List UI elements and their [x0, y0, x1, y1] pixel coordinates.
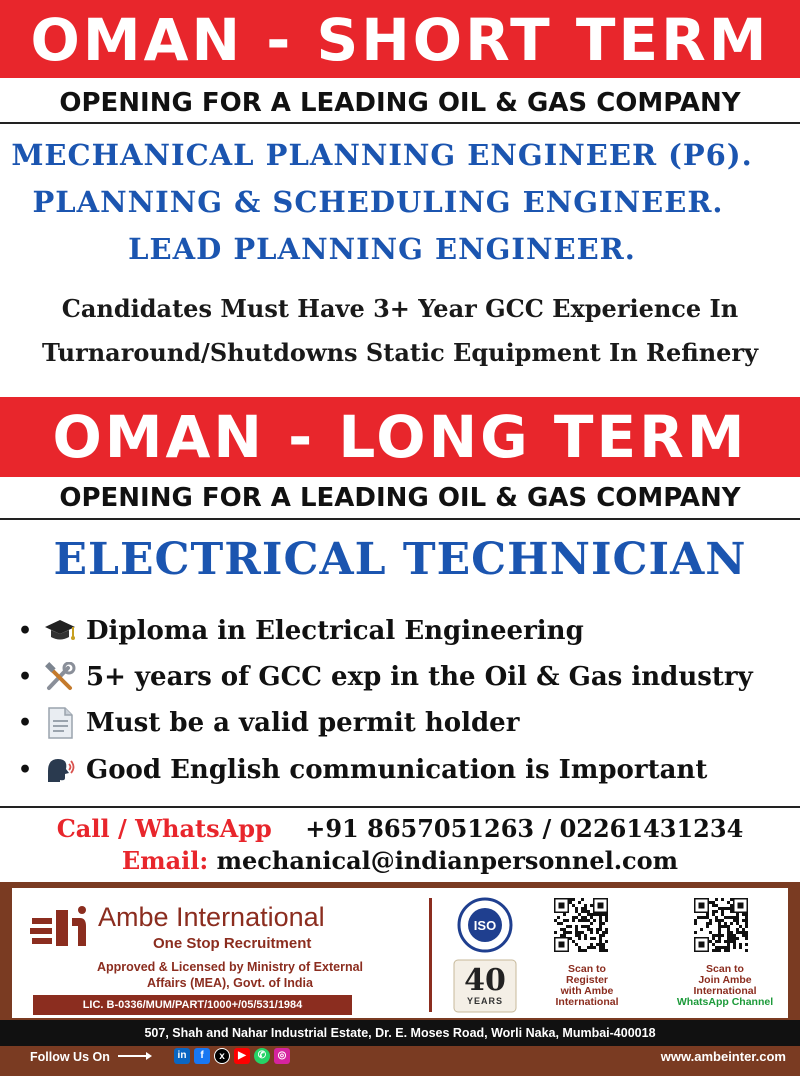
iso-certified-seal [452, 897, 518, 953]
ambe-logo-icon [28, 904, 90, 952]
website-link[interactable]: www.ambeinter.com [660, 1049, 786, 1064]
caption-line: Scan to [568, 963, 606, 975]
email-label: Email: [121, 846, 209, 875]
bullet-item [18, 611, 584, 651]
facebook-icon[interactable]: f [194, 1048, 210, 1064]
bullet-dot: • [18, 710, 33, 736]
footer-divider [429, 898, 432, 1012]
bullet-text: 5+ years of GCC exp in the Oil & Gas industry [86, 662, 753, 692]
iso-text: ISO [473, 918, 497, 933]
short-term-subheading: OPENING FOR A LEADING OIL & GAS COMPANY [0, 82, 800, 124]
caption-line: WhatsApp Channel [676, 996, 774, 1008]
company-tagline: One Stop Recruitment [153, 935, 312, 952]
company-address: 507, Shah and Nahar Industrial Estate, Dr. E. Moses Road, Worli Naka, Mumbai-400018 [0, 1020, 800, 1046]
years-number: 40 [464, 963, 506, 998]
contact-phone-line [0, 814, 800, 843]
bullet-text: Good English communication is Important [86, 755, 708, 785]
tools-icon [40, 660, 80, 694]
email-link[interactable]: mechanical@indianpersonnel.com [216, 846, 679, 875]
bullet-item [18, 703, 519, 743]
bullet-item [18, 750, 707, 790]
arrow-right-icon [118, 1048, 152, 1066]
qr-whatsapp-caption [670, 964, 780, 1008]
divider [0, 806, 800, 808]
bullet-text: Diploma in Electrical Engineering [86, 616, 584, 646]
register-qr-code[interactable] [550, 896, 618, 958]
requirement-line: Turnaround/Shutdowns Static Equipment In Refinery [41, 338, 759, 367]
long-term-banner: OMAN - LONG TERM [0, 397, 800, 477]
bullet-text: Must be a valid permit holder [86, 708, 520, 738]
role-lead-planning-engineer: LEAD PLANNING ENGINEER. [128, 232, 636, 266]
whatsapp-channel-qr-code[interactable] [690, 896, 758, 958]
qr-register-caption [532, 964, 642, 1008]
linkedin-icon[interactable]: in [174, 1048, 190, 1064]
follow-text: Follow Us On [30, 1050, 110, 1064]
years-label: YEARS [466, 996, 503, 1006]
bullet-dot: • [18, 664, 33, 690]
role-planning-scheduling-engineer: PLANNING & SCHEDULING ENGINEER. [32, 185, 724, 219]
document-icon [40, 706, 80, 740]
speaking-head-icon [40, 753, 80, 787]
phone-numbers[interactable]: +91 8657051263 / 02261431234 [305, 814, 744, 843]
bullet-item [18, 657, 753, 697]
caption-line: International [693, 985, 757, 997]
x-icon[interactable]: x [214, 1048, 230, 1064]
role-mechanical-planning-engineer: MECHANICAL PLANNING ENGINEER (P6). [11, 138, 753, 172]
follow-us-label [30, 1048, 152, 1066]
role-electrical-technician: ELECTRICAL TECHNICIAN [53, 534, 747, 585]
whatsapp-icon[interactable]: ✆ [254, 1048, 270, 1064]
caption-line: Join Ambe [698, 974, 752, 986]
approval-text: Approved & Licensed by Ministry of External [96, 960, 364, 974]
short-term-banner: OMAN - SHORT TERM [0, 0, 800, 78]
social-icons [174, 1048, 290, 1064]
contact-email-line [0, 846, 800, 875]
approval-text: Affairs (MEA), Govt. of India [147, 976, 313, 990]
requirement-line: Candidates Must Have 3+ Year GCC Experience In [61, 294, 739, 323]
caption-line: Register [565, 974, 608, 986]
caption-line: Scan to [706, 963, 744, 975]
bullet-dot: • [18, 757, 33, 783]
caption-line: with Ambe [560, 985, 614, 997]
graduation-cap-icon [40, 614, 80, 648]
call-label: Call / WhatsApp [56, 814, 272, 843]
caption-line: International [555, 996, 619, 1008]
company-name: Ambe International [98, 902, 325, 932]
bullet-dot: • [18, 618, 33, 644]
instagram-icon[interactable]: ◎ [274, 1048, 290, 1064]
youtube-icon[interactable]: ▶ [234, 1048, 250, 1064]
long-term-subheading: OPENING FOR A LEADING OIL & GAS COMPANY [0, 477, 800, 520]
licence-badge: LIC. B-0336/MUM/PART/1000+/05/531/1984 [33, 995, 352, 1015]
